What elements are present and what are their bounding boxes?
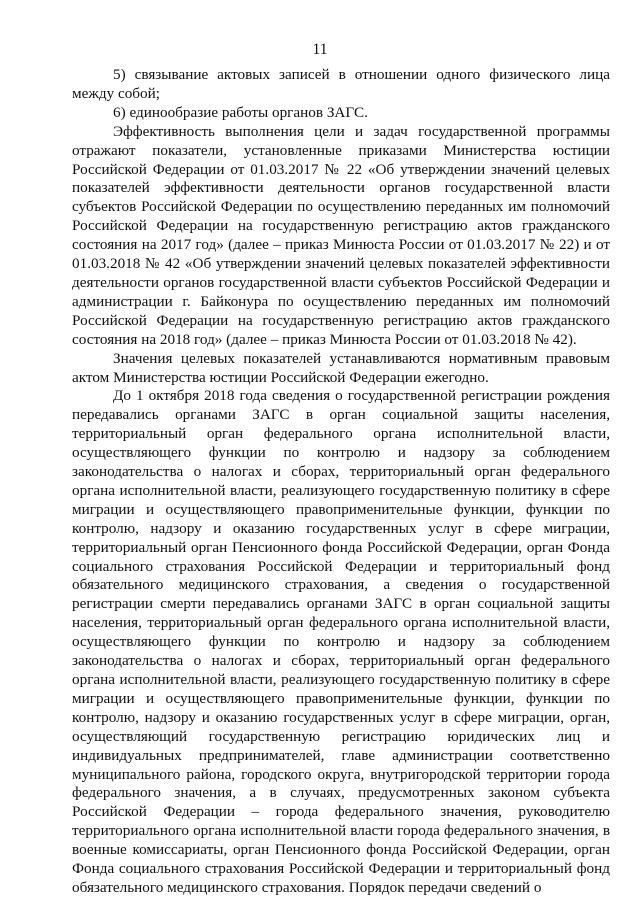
- paragraph-target-values: Значения целевых показателей устанавливаются нормативным правовым актом Министерства юстиции Российской Федерации ежегодно.: [72, 349, 610, 386]
- page-number: 11: [312, 41, 328, 58]
- paragraph-registration-data-transfer: До 1 октября 2018 года сведения о государственной регистрации рождения передавались органами ЗАГС в орган социальной защиты населения, территориальный орган федерального органа исполнительной власти, осуществляющего функции по контролю и надзору за соблюдением законодательства о налогах и сборах, территориальный орган федерального органа исполнительной власти, реализующего государственную политику в сфере миграции и осуществляющего правоприменительные функции, функции по контролю, надзору и оказанию государственных услуг в сфере миграции, территориальный орган Пенсионного фонда Российской Федерации, орган Фонда социального страхования Российской Федерации и территориальный фонд обязательного медицинского страхования, а сведения о государственной регистрации смерти передавались органами ЗАГС в орган социальной защиты населения, территориальный орган федерального органа исполнительной власти, осуществляющего функции по контролю и надзору за соблюдением законодательства о налогах и сборах, территориальный орган федерального органа исполнительной власти, реализующего государственную политику в сфере миграции и осуществляющего правоприменительные функции, функции по контролю, надзору и оказанию государственных услуг в сфере миграции, орган, осуществляющий государственную регистрацию юридических лиц и индивидуальных предпринимателей, главе администрации соответственно муниципального района, городского округа, внутригородской территории города федерального значения, а в случаях, предусмотренных законом субъекта Российской Федерации – города федерального значения, руководителю территориального органа исполнительной власти города федерального значения, в военные комиссариаты, орган Пенсионного фонда Российской Федерации, орган Фонда социального страхования Российской Федерации и территориальный фонд обязательного медицинского страхования. Порядок передачи сведений о: [72, 387, 610, 896]
- document-body: [72, 66, 610, 898]
- list-item-5: 5) связывание актовых записей в отношении одного физического лица между собой;: [72, 66, 610, 102]
- list-item-6: 6) единообразие работы органов ЗАГС.: [113, 103, 368, 121]
- paragraph-program-indicators: Эффективность выполнения цели и задач государственной программы отражают показатели, установленные приказами Министерства юстиции Российской Федерации от 01.03.2017 № 22 «Об утверждении значений целевых показателей эффективности деятельности органов государственной власти субъектов Российской Федерации по осуществлению переданных им полномочий Российской Федерации на государственную регистрацию актов гражданского состояния на 2017 год» (далее – приказ Минюста России от 01.03.2017 № 22) и от 01.03.2018 № 42 «Об утверждении значений целевых показателей эффективности деятельности органов государственной власти субъектов Российской Федерации и администрации г. Байконура по осуществлению переданных им полномочий Российской Федерации на государственную регистрацию актов гражданского состояния на 2018 год» (далее – приказ Минюста России от 01.03.2018 № 42).: [72, 122, 610, 348]
